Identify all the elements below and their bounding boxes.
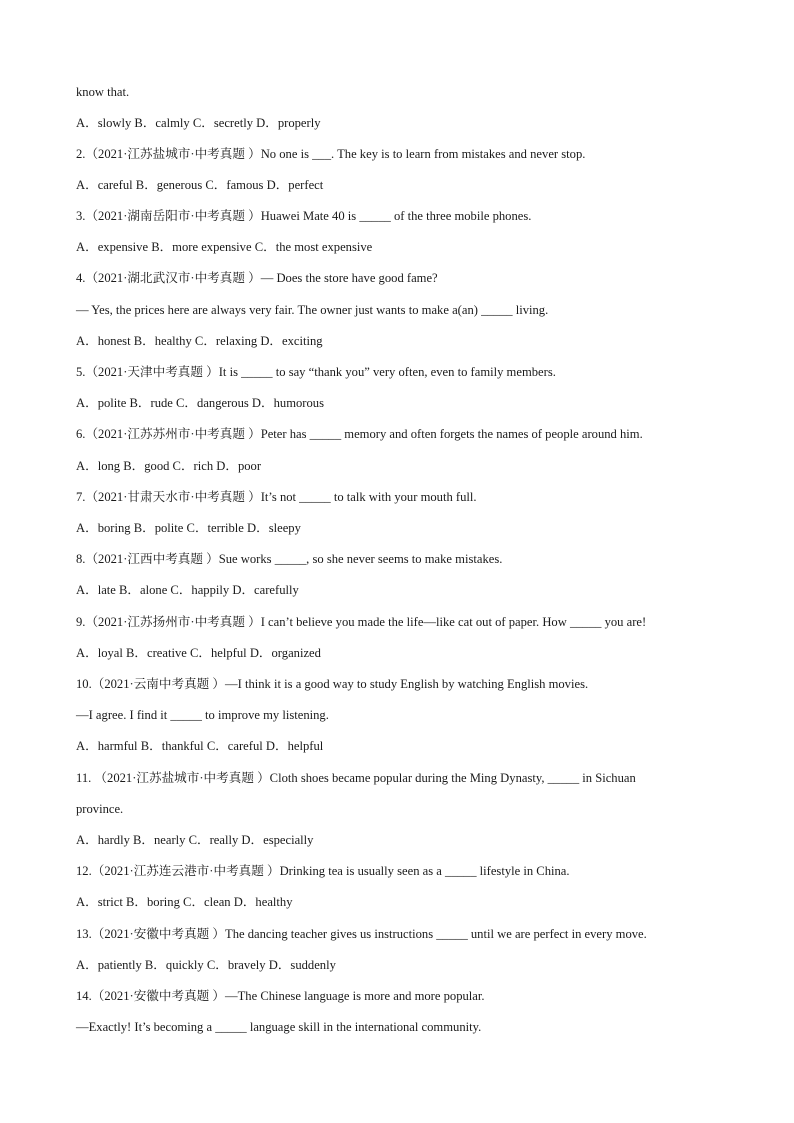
answer-options: A．slowly B．calmly C．secretly D．properly xyxy=(76,116,321,130)
answer-options: A．strict B．boring C．clean D．healthy xyxy=(76,895,293,909)
answer-options: A．honest B．healthy C．relaxing D．exciting xyxy=(76,334,323,348)
answer-options: A．polite B．rude C．dangerous D．humorous xyxy=(76,396,325,410)
text-line: know that. xyxy=(76,85,130,99)
question-8: 8.（2021·江西中考真题 ）Sue works _____, so she never seems to make mistakes. xyxy=(76,552,503,566)
question-12: 12.（2021·江苏连云港市·中考真题 ）Drinking tea is usually seen as a _____ lifestyle in China. xyxy=(76,864,570,878)
question-11: 11. （2021·江苏盐城市·中考真题 ）Cloth shoes became popular during the Ming Dynasty, _____ in Sichuan xyxy=(76,771,636,785)
answer-options: A．late B．alone C．happily D．carefully xyxy=(76,583,299,597)
answer-options: A．expensive B．more expensive C．the most expensive xyxy=(76,240,373,254)
answer-options: A．hardly B．nearly C．really D．especially xyxy=(76,833,314,847)
question-3: 3.（2021·湖南岳阳市·中考真题 ）Huawei Mate 40 is _____ of the three mobile phones. xyxy=(76,209,532,223)
question-2: 2.（2021·江苏盐城市·中考真题 ）No one is ___. The key is to learn from mistakes and never stop. xyxy=(76,147,586,161)
answer-options: A．boring B．polite C．terrible D．sleepy xyxy=(76,521,301,535)
answer-options: A．long B．good C．rich D．poor xyxy=(76,459,262,473)
question-14: 14.（2021·安徽中考真题 ）—The Chinese language is more and more popular. xyxy=(76,989,485,1003)
question-7: 7.（2021·甘肃天水市·中考真题 ）It’s not _____ to talk with your mouth full. xyxy=(76,490,477,504)
question-14-reply: —Exactly! It’s becoming a _____ language skill in the international community. xyxy=(76,1020,482,1034)
question-10: 10.（2021·云南中考真题 ）—I think it is a good way to study English by watching English movies. xyxy=(76,677,589,691)
answer-options: A．patiently B．quickly C．bravely D．suddenly xyxy=(76,958,336,972)
question-9: 9.（2021·江苏扬州市·中考真题 ）I can’t believe you made the life—like cat out of paper. How _____ you are! xyxy=(76,615,647,629)
answer-options: A．harmful B．thankful C．careful D．helpful xyxy=(76,739,324,753)
question-6: 6.（2021·江苏苏州市·中考真题 ）Peter has _____ memory and often forgets the names of people around him. xyxy=(76,427,643,441)
answer-options: A．careful B．generous C．famous D．perfect xyxy=(76,178,324,192)
question-13: 13.（2021·安徽中考真题 ）The dancing teacher gives us instructions _____ until we are perfect in every move. xyxy=(76,927,647,941)
question-4-reply: — Yes, the prices here are always very fair. The owner just wants to make a(an) _____ living. xyxy=(76,303,549,317)
question-11-continued: province. xyxy=(76,802,124,816)
answer-options: A．loyal B．creative C．helpful D．organized xyxy=(76,646,321,660)
question-5: 5.（2021·天津中考真题 ）It is _____ to say “thank you” very often, even to family members. xyxy=(76,365,556,379)
question-10-reply: —I agree. I find it _____ to improve my listening. xyxy=(76,708,329,722)
question-4: 4.（2021·湖北武汉市·中考真题 ）— Does the store have good fame? xyxy=(76,271,438,285)
